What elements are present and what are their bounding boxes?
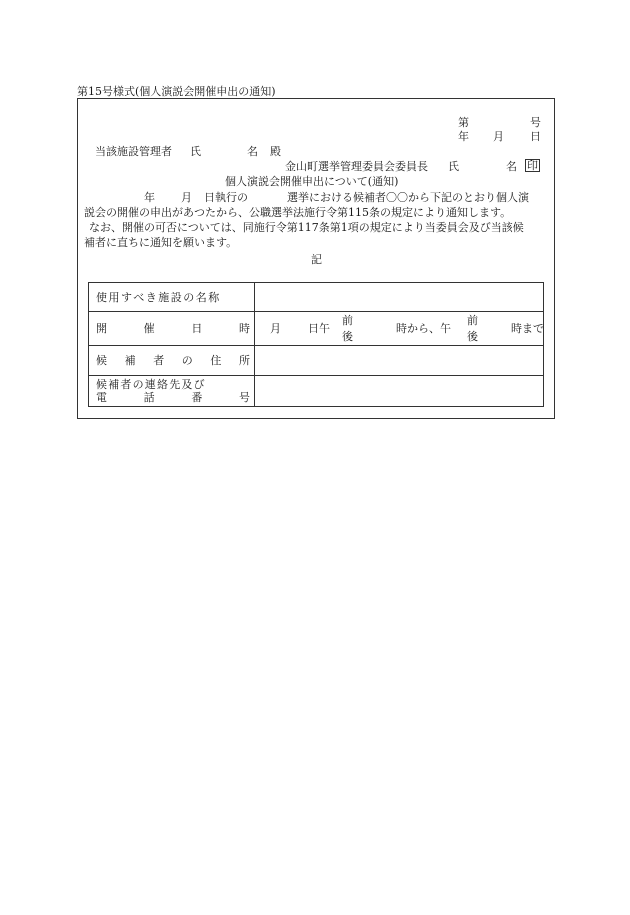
body-line-2: 説会の開催の申出があつたから、公職選挙法施行令第115条の規定により通知します。 <box>84 206 512 219</box>
sender-title: 金山町選挙管理委員会委員長 <box>285 160 428 173</box>
datetime-until: 時まで <box>511 322 544 335</box>
date-month: 月 <box>493 130 504 143</box>
facility-name-label-text: 使用すべき施設の名称 <box>96 290 221 304</box>
datetime-month: 月 <box>270 322 281 335</box>
seal-mark <box>522 159 540 172</box>
candidate-contact-label <box>89 376 255 407</box>
sender-name-label-1: 氏 <box>448 160 459 173</box>
table-row <box>89 312 544 346</box>
facility-name-value <box>255 283 544 312</box>
datetime-value <box>255 312 544 346</box>
candidate-contact-label-line-2: 電 話 番 号 <box>96 391 250 404</box>
datetime-pm-2: 後 <box>467 330 478 343</box>
form-title: 第15号様式(個人演説会開催申出の通知) <box>77 85 276 98</box>
datetime-pm-1: 後 <box>342 330 353 343</box>
body-line-1-year: 年 <box>144 191 155 204</box>
body-line-3: なお、開催の可否については、同施行令第117条第1項の規定により当委員会及び当該候 <box>89 221 524 234</box>
datetime-am-1: 前 <box>342 314 353 327</box>
document-number-prefix: 第 <box>458 116 469 129</box>
date-day: 日 <box>530 130 541 143</box>
candidate-address-value <box>255 346 544 376</box>
candidate-address-label-text: 候 補 者 の 住 所 <box>96 354 250 367</box>
addressee-honorific: 殿 <box>270 145 281 158</box>
body-line-1-month: 月 <box>181 191 192 204</box>
datetime-day-go: 日午 <box>308 322 330 335</box>
candidate-address-label <box>89 346 255 376</box>
datetime-am-2: 前 <box>467 314 478 327</box>
sender-name-label-2: 名 <box>506 160 517 173</box>
body-line-1-tail: 選挙における候補者〇〇から下記のとおり個人演 <box>287 191 529 204</box>
candidate-contact-label-line-1: 候補者の連絡先及び <box>96 378 206 391</box>
datetime-from: 時から、午 <box>396 322 451 335</box>
details-table <box>88 282 544 407</box>
candidate-contact-value <box>255 376 544 407</box>
addressee-name-label-1: 氏 <box>190 145 201 158</box>
datetime-label <box>89 312 255 346</box>
addressee-name-label-2: 名 <box>247 145 258 158</box>
table-row <box>89 283 544 312</box>
table-row <box>89 376 544 407</box>
ki-heading: 記 <box>311 253 322 266</box>
body-line-1-executed: 日執行の <box>204 191 248 204</box>
facility-name-label <box>89 283 255 312</box>
addressee-role: 当該施設管理者 <box>95 145 172 158</box>
date-year: 年 <box>458 130 469 143</box>
seal-icon: 印 <box>527 159 538 172</box>
datetime-label-text: 開 催 日 時 <box>96 322 250 335</box>
document-number-suffix: 号 <box>530 116 541 129</box>
subject-heading: 個人演説会開催申出について(通知) <box>225 175 399 188</box>
table-row <box>89 346 544 376</box>
body-line-4: 補者に直ちに通知を願います。 <box>84 236 238 249</box>
